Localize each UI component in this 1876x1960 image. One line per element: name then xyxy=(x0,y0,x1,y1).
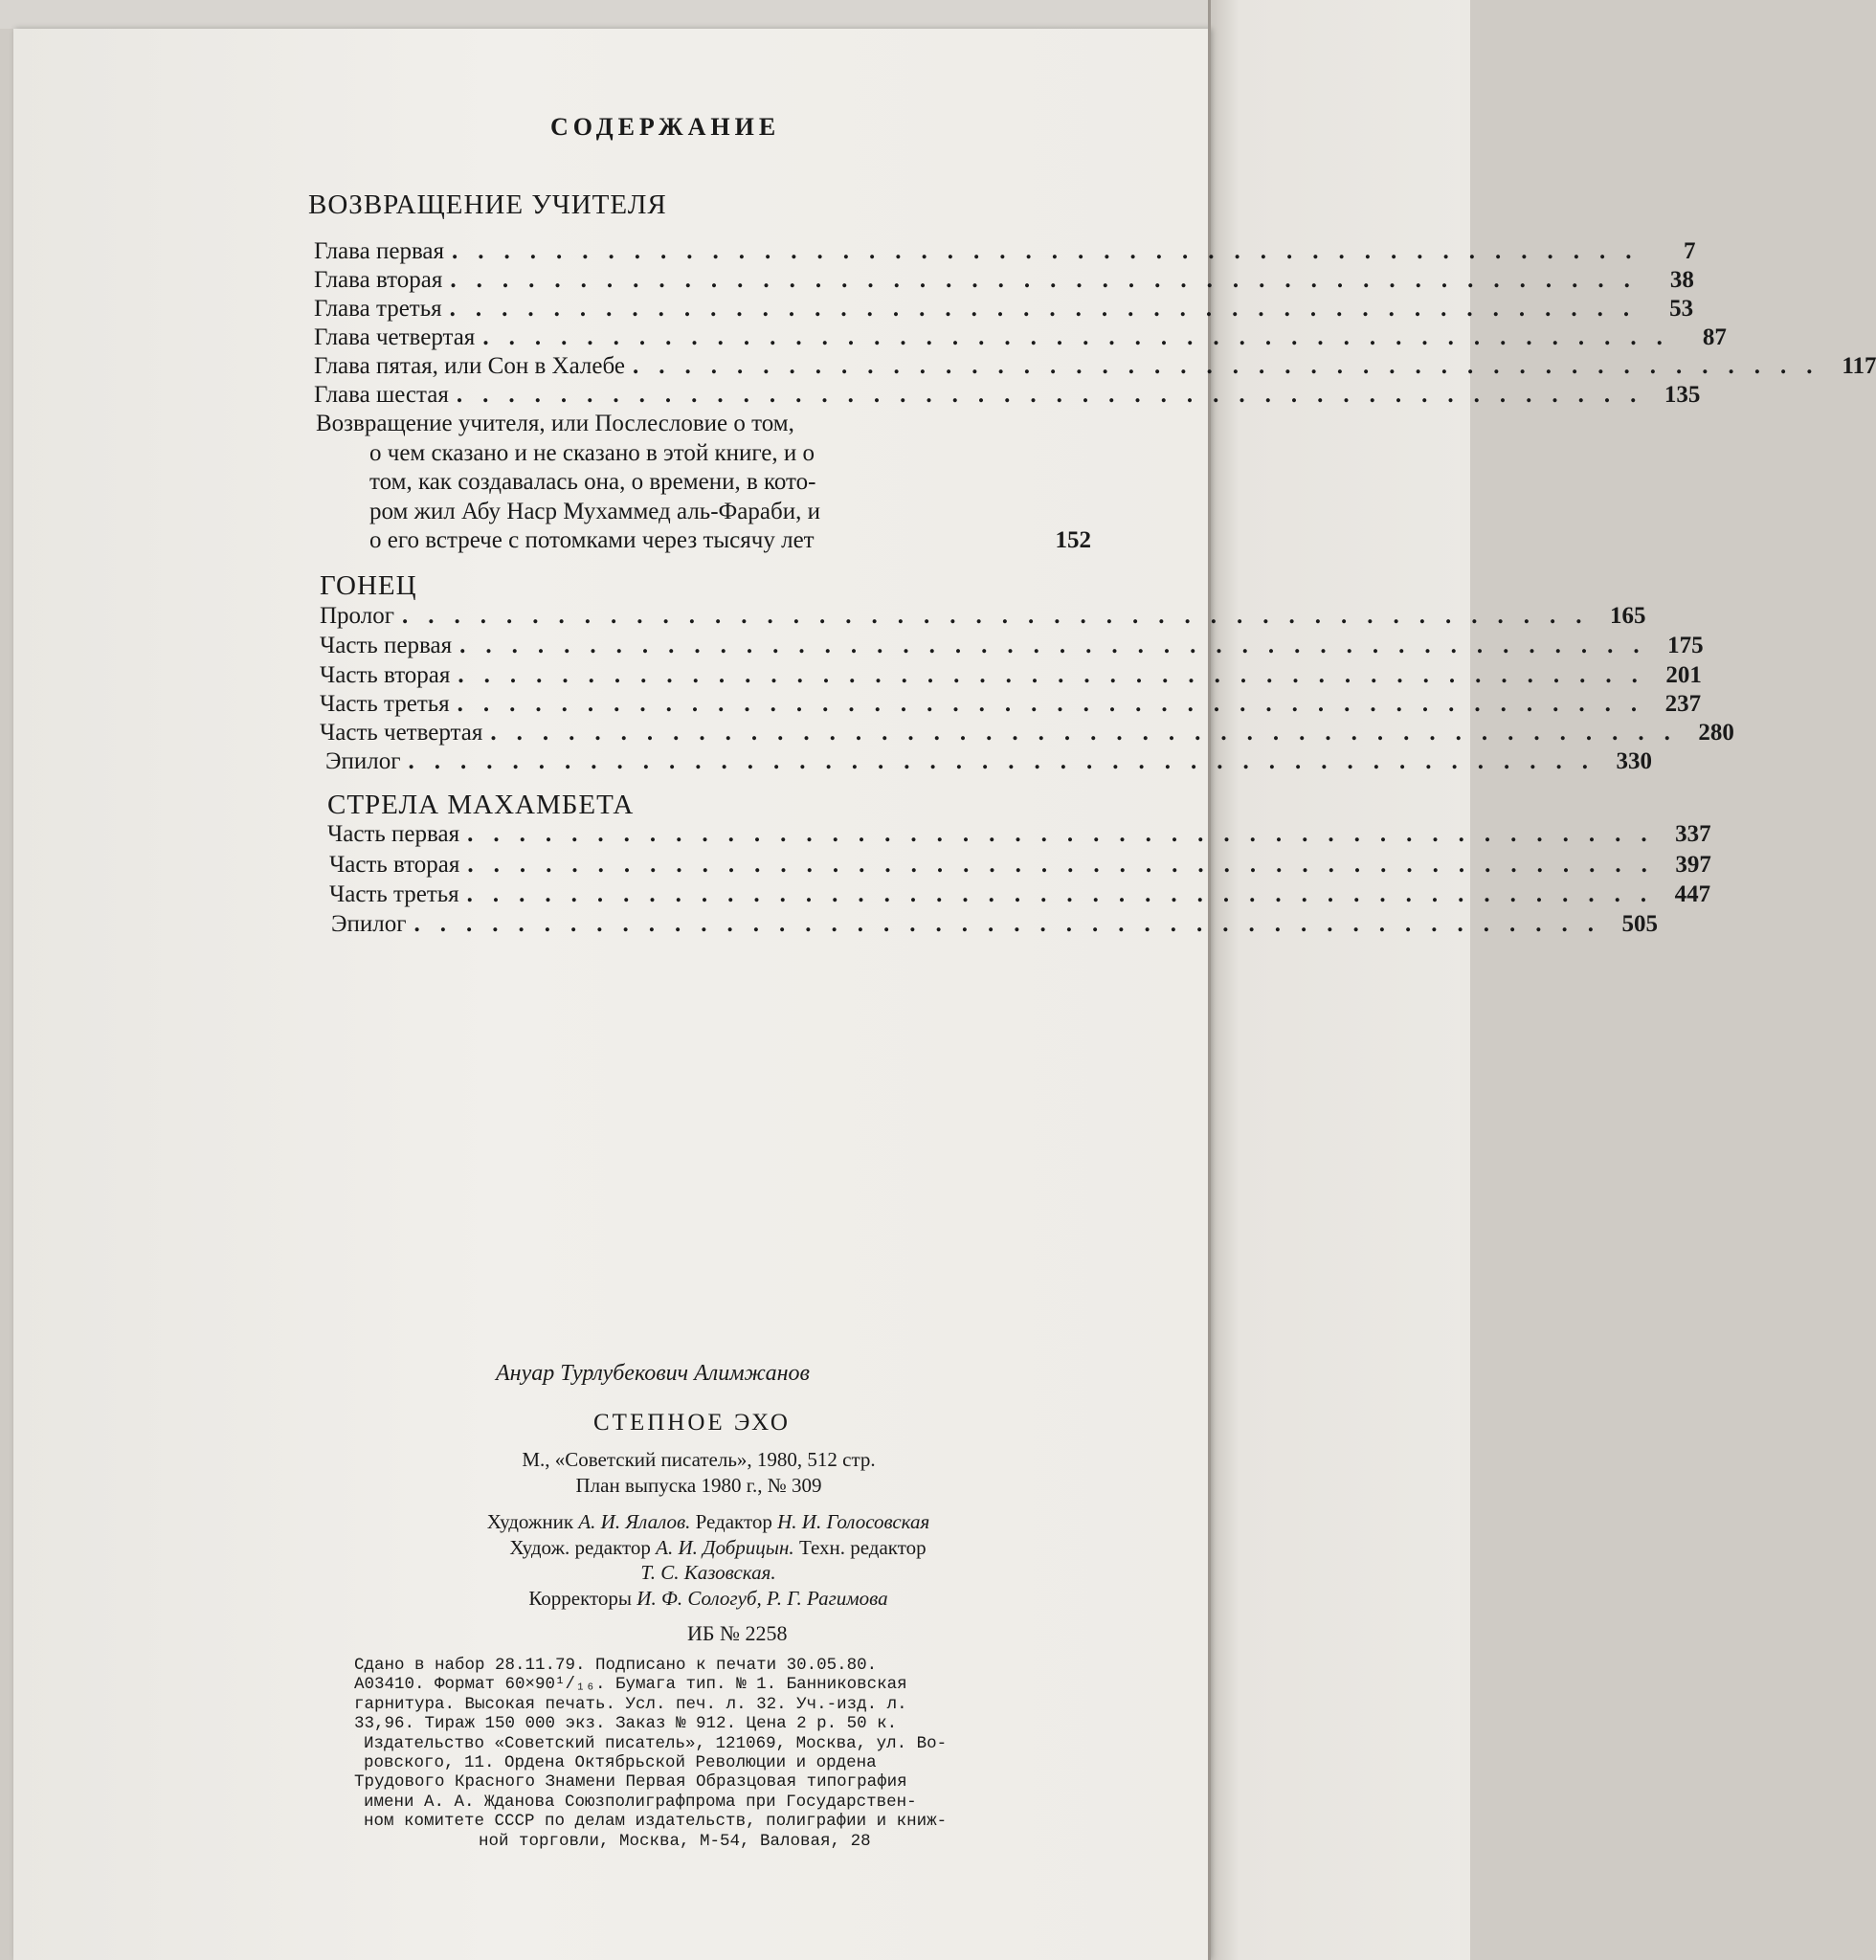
credit-line xyxy=(278,1587,1139,1611)
technical-details xyxy=(354,1656,1072,1851)
credit-line xyxy=(278,1510,1139,1534)
toc-entry xyxy=(314,382,1701,412)
toc-entry-page: 175 xyxy=(1667,633,1704,658)
leader-dots: .............................................. xyxy=(466,881,1667,907)
leader-dots: .............................................. xyxy=(632,353,1833,379)
toc-entry-page: 165 xyxy=(1609,603,1646,629)
toc-entry-page: 38 xyxy=(1669,267,1694,293)
toc-entry xyxy=(320,720,1734,750)
section-title: ГОНЕЦ xyxy=(320,570,417,601)
leader-dots: .............................................. xyxy=(490,720,1690,746)
toc-entry-page: 7 xyxy=(1684,238,1696,264)
tech-line: ной торговли, Москва, М-54, Валовая, 28 xyxy=(479,1831,871,1851)
toc-entry xyxy=(314,267,1694,298)
leader-dots: .............................................. xyxy=(449,296,1650,322)
toc-entry-page: 201 xyxy=(1665,662,1702,688)
toc-entry-label: Глава третья xyxy=(314,296,442,322)
toc-entry-page: 135 xyxy=(1664,382,1701,408)
toc-entry-label: Часть вторая xyxy=(329,852,460,878)
credit-label: Художник xyxy=(486,1510,574,1533)
toc-entry xyxy=(320,633,1704,663)
credit-line xyxy=(287,1536,1149,1560)
afterword-last-line xyxy=(316,526,1091,556)
toc-entry-label: Глава первая xyxy=(314,238,445,264)
toc-entry-label: Глава шестая xyxy=(314,382,449,408)
toc-entry-label: Эпилог xyxy=(325,748,401,774)
tech-line: Издательство «Советский писатель», 121069, Москва, ул. Во- xyxy=(364,1733,948,1753)
toc-entry xyxy=(329,881,1711,912)
credit-name: И. Ф. Сологуб, Р. Г. Рагимова xyxy=(636,1587,888,1610)
credit-name: А. И. Ялалов. xyxy=(578,1510,691,1533)
tech-line: А03410. Формат 60×90¹/₁₆. Бумага тип. № 1. Банниковская xyxy=(354,1675,907,1695)
toc-entry xyxy=(327,821,1711,852)
tech-line: ном комитете СССР по делам издательств, полиграфии и книж- xyxy=(364,1812,948,1832)
imprint-line: План выпуска 1980 г., № 309 xyxy=(575,1474,822,1497)
toc-entry xyxy=(320,691,1702,722)
toc-entry-page: 505 xyxy=(1621,911,1658,937)
toc-entry-page: 117 xyxy=(1842,353,1876,379)
leader-dots: .............................................. xyxy=(456,382,1657,408)
toc-entry-page: 447 xyxy=(1674,881,1711,907)
toc-entry-page: 330 xyxy=(1616,748,1652,774)
toc-heading: СОДЕРЖАНИЕ xyxy=(550,113,781,141)
toc-entry-label: Часть четвертая xyxy=(320,720,483,746)
toc-entry xyxy=(314,238,1696,269)
book-title: СТЕПНОЕ ЭХО xyxy=(593,1410,791,1436)
toc-entry-label: Часть третья xyxy=(329,881,459,907)
toc-entry xyxy=(320,603,1646,634)
tech-line: ровского, 11. Ордена Октябрьской Революции и ордена xyxy=(364,1753,877,1773)
toc-entry-label: Часть вторая xyxy=(320,662,451,688)
toc-entry xyxy=(325,748,1652,779)
section-title: СТРЕЛА МАХАМБЕТА xyxy=(327,790,635,820)
leader-dots: .............................................. xyxy=(467,852,1667,878)
leader-dots: .............................................. xyxy=(482,324,1683,350)
credit-label: Техн. редактор xyxy=(798,1536,927,1559)
toc-entry-label: Эпилог xyxy=(331,911,407,937)
leader-dots: .............................................. xyxy=(401,603,1602,629)
tech-line: имени А. А. Жданова Союзполиграфпрома при Государствен- xyxy=(364,1792,917,1812)
afterword-line: о чем сказано и не сказано в этой книге, и о xyxy=(369,439,815,466)
toc-entry-label: Пролог xyxy=(320,603,394,629)
afterword-line: том, как создавалась она, о времени, в кото- xyxy=(369,469,816,495)
imprint-line: М., «Советский писатель», 1980, 512 стр. xyxy=(522,1448,876,1471)
afterword-line: ром жил Абу Наср Мухаммед аль-Фараби, и xyxy=(369,498,820,524)
afterword-line: о его встрече с потомками через тысячу лет xyxy=(369,527,815,553)
toc-entry-page: 53 xyxy=(1669,296,1694,322)
toc-entry-page: 237 xyxy=(1664,691,1702,717)
credit-name: Н. И. Голосовская xyxy=(777,1510,930,1533)
afterword-line: Возвращение учителя, или Послесловие о том, xyxy=(316,411,794,436)
credit-name: Т. С. Казовская. xyxy=(640,1561,776,1584)
toc-entry xyxy=(331,911,1658,942)
toc-entry-label: Глава четвертая xyxy=(314,324,476,350)
leader-dots: .............................................. xyxy=(467,821,1667,847)
toc-entry-label: Часть третья xyxy=(320,691,450,717)
toc-entry-page: 337 xyxy=(1675,821,1711,847)
toc-entry-page: 397 xyxy=(1675,852,1711,878)
author-name: Ануар Турлубекович Алимжанов xyxy=(496,1361,810,1386)
toc-entry xyxy=(314,324,1727,355)
leader-dots: .............................................. xyxy=(408,748,1608,774)
section-title: ВОЗВРАЩЕНИЕ УЧИТЕЛЯ xyxy=(308,189,667,220)
leader-dots: .............................................. xyxy=(458,662,1658,688)
leader-dots: .............................................. xyxy=(457,691,1658,717)
leader-dots: .............................................. xyxy=(413,911,1614,937)
toc-entry xyxy=(314,296,1694,326)
tech-line: Трудового Красного Знамени Первая Образцовая типография xyxy=(354,1772,907,1793)
leader-dots: .............................................. xyxy=(452,238,1652,264)
credit-name: А. И. Добрицын. xyxy=(656,1536,794,1559)
toc-entry xyxy=(320,662,1702,693)
toc-entry-page: 152 xyxy=(1055,527,1091,553)
credit-label: Худож. редактор xyxy=(509,1536,651,1559)
toc-entry-label: Часть первая xyxy=(320,633,453,658)
toc-entry xyxy=(329,852,1711,882)
credit-label: Редактор xyxy=(695,1510,772,1533)
toc-entry-page: 87 xyxy=(1702,324,1727,350)
tech-line: гарнитура. Высокая печать. Усл. печ. л. 32. Уч.-изд. л. xyxy=(354,1694,907,1714)
leader-dots: .............................................. xyxy=(459,633,1660,658)
credit-label: Корректоры xyxy=(528,1587,633,1610)
credit-line xyxy=(278,1561,1139,1585)
toc-entry xyxy=(314,353,1876,384)
toc-entry-label: Часть первая xyxy=(327,821,460,847)
toc-entry-page: 280 xyxy=(1698,720,1734,746)
ib-number: ИБ № 2258 xyxy=(687,1621,788,1645)
tech-line: Сдано в набор 28.11.79. Подписано к печати 30.05.80. xyxy=(354,1656,878,1675)
tech-line: 33,96. Тираж 150 000 экз. Заказ № 912. Цена 2 р. 50 к. xyxy=(354,1714,898,1734)
toc-entry-label: Глава пятая, или Сон в Халебе xyxy=(314,353,625,379)
toc-entry-label: Глава вторая xyxy=(314,267,443,293)
leader-dots: .............................................. xyxy=(450,267,1650,293)
afterword-entry xyxy=(316,410,1091,556)
